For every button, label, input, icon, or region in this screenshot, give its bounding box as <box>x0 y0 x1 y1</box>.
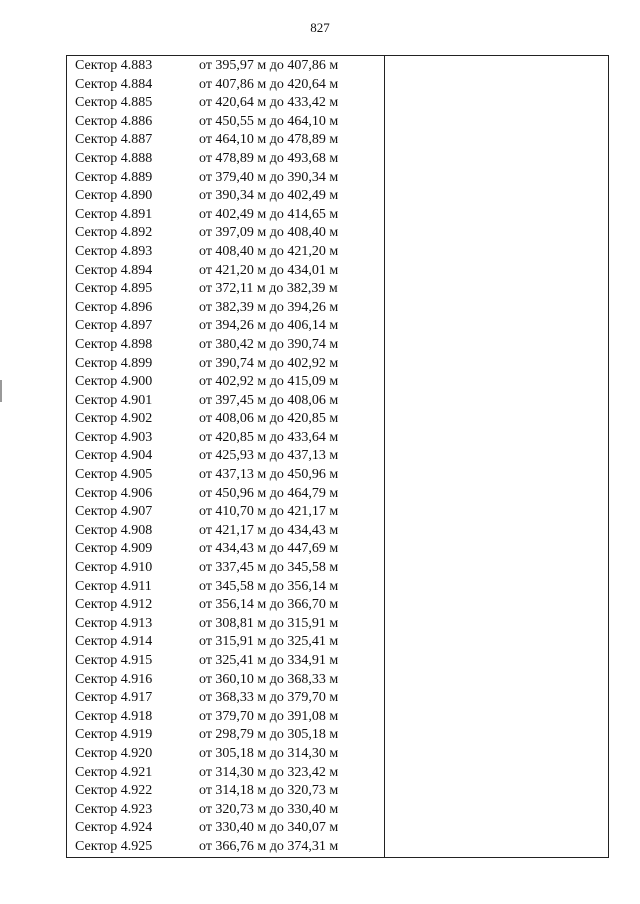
sector-range: от 420,64 м до 433,42 м <box>199 95 339 111</box>
sector-range: от 425,93 м до 437,13 м <box>199 448 339 464</box>
sector-range: от 308,81 м до 315,91 м <box>199 615 339 631</box>
table-row <box>75 317 338 336</box>
sector-range: от 402,92 м до 415,09 м <box>199 374 339 390</box>
sector-range: от 408,06 м до 420,85 м <box>199 411 339 427</box>
sector-range: от 437,13 м до 450,96 м <box>199 467 339 483</box>
sector-name: Сектор 4.913 <box>75 615 153 631</box>
scan-edge-mark <box>0 380 2 402</box>
sector-name: Сектор 4.905 <box>75 467 153 483</box>
sector-range: от 380,42 м до 390,74 м <box>199 336 339 352</box>
sector-name: Сектор 4.923 <box>75 801 153 817</box>
table-row <box>75 373 338 392</box>
sector-range: от 382,39 м до 394,26 м <box>199 299 339 315</box>
sector-range: от 450,55 м до 464,10 м <box>199 113 339 129</box>
sector-range: от 345,58 м до 356,14 м <box>199 578 339 594</box>
sector-name: Сектор 4.921 <box>75 764 153 780</box>
table-row <box>75 801 338 820</box>
sector-name: Сектор 4.885 <box>75 95 153 111</box>
table-row <box>75 540 338 559</box>
sector-range: от 315,91 м до 325,41 м <box>199 634 339 650</box>
sector-name: Сектор 4.884 <box>75 76 153 92</box>
table-row <box>75 280 338 299</box>
sector-name: Сектор 4.916 <box>75 671 153 687</box>
table-row <box>75 522 338 541</box>
sector-name: Сектор 4.892 <box>75 225 153 241</box>
table-row <box>75 745 338 764</box>
table-row <box>75 615 338 634</box>
sector-name: Сектор 4.924 <box>75 820 153 836</box>
table-row <box>75 392 338 411</box>
table-row <box>75 243 338 262</box>
table-row <box>75 596 338 615</box>
sector-name: Сектор 4.883 <box>75 58 153 73</box>
sector-name: Сектор 4.906 <box>75 485 153 501</box>
table-row <box>75 262 338 281</box>
sector-range: от 408,40 м до 421,20 м <box>199 243 339 259</box>
sector-name: Сектор 4.919 <box>75 727 153 743</box>
sector-range: от 298,79 м до 305,18 м <box>199 727 339 743</box>
sector-name: Сектор 4.902 <box>75 411 153 427</box>
table-row <box>75 206 338 225</box>
table-row <box>75 782 338 801</box>
sector-range: от 420,85 м до 433,64 м <box>199 429 339 445</box>
sector-range: от 356,14 м до 366,70 м <box>199 597 339 613</box>
table-row <box>75 94 338 113</box>
sector-name: Сектор 4.895 <box>75 281 153 297</box>
table-row <box>75 559 338 578</box>
table-row <box>75 633 338 652</box>
sector-range: от 421,20 м до 434,01 м <box>199 262 339 278</box>
sector-range: от 421,17 м до 434,43 м <box>199 522 339 538</box>
sector-range: от 390,74 м до 402,92 м <box>199 355 339 371</box>
sector-name: Сектор 4.897 <box>75 318 153 334</box>
sector-range: от 337,45 м до 345,58 м <box>199 560 339 576</box>
sector-range: от 314,18 м до 320,73 м <box>199 783 339 799</box>
sector-range: от 464,10 м до 478,89 м <box>199 132 339 148</box>
sector-range: от 407,86 м до 420,64 м <box>199 76 339 92</box>
table-row <box>75 578 338 597</box>
sector-name: Сектор 4.903 <box>75 429 153 445</box>
sector-name: Сектор 4.901 <box>75 392 153 408</box>
sector-name: Сектор 4.912 <box>75 597 153 613</box>
page-number: 827 <box>310 20 330 35</box>
sector-range: от 395,97 м до 407,86 м <box>199 58 339 73</box>
sector-rows <box>75 57 338 857</box>
sector-range: от 379,70 м до 391,08 м <box>199 708 339 724</box>
table-row <box>75 299 338 318</box>
sector-range: от 397,45 м до 408,06 м <box>199 392 339 408</box>
sector-name: Сектор 4.908 <box>75 522 153 538</box>
table-row <box>75 689 338 708</box>
sector-name: Сектор 4.891 <box>75 206 153 222</box>
sector-range: от 478,89 м до 493,68 м <box>199 150 339 166</box>
column-divider <box>384 56 385 857</box>
sector-range: от 330,40 м до 340,07 м <box>199 820 339 836</box>
table-row <box>75 150 338 169</box>
table-row <box>75 131 338 150</box>
table-row <box>75 355 338 374</box>
sector-name: Сектор 4.896 <box>75 299 153 315</box>
sector-name: Сектор 4.904 <box>75 448 153 464</box>
sector-range: от 368,33 м до 379,70 м <box>199 690 339 706</box>
sector-name: Сектор 4.922 <box>75 783 153 799</box>
sector-range: от 305,18 м до 314,30 м <box>199 745 339 761</box>
table-row <box>75 838 338 857</box>
sector-range: от 402,49 м до 414,65 м <box>199 206 339 222</box>
sector-range: от 360,10 м до 368,33 м <box>199 671 339 687</box>
sector-name: Сектор 4.886 <box>75 113 153 129</box>
sector-name: Сектор 4.907 <box>75 504 153 520</box>
sector-range: от 320,73 м до 330,40 м <box>199 801 339 817</box>
sector-name: Сектор 4.889 <box>75 169 153 185</box>
table-row <box>75 57 338 76</box>
table-row <box>75 485 338 504</box>
table-row <box>75 169 338 188</box>
table-row <box>75 708 338 727</box>
table-row <box>75 652 338 671</box>
table-row <box>75 466 338 485</box>
sector-name: Сектор 4.911 <box>75 578 152 594</box>
sector-range: от 390,34 м до 402,49 м <box>199 188 339 204</box>
sector-name: Сектор 4.893 <box>75 243 153 259</box>
sector-name: Сектор 4.914 <box>75 634 153 650</box>
sector-range: от 325,41 м до 334,91 м <box>199 653 339 668</box>
sector-name: Сектор 4.910 <box>75 560 153 576</box>
table-row <box>75 726 338 745</box>
sector-name: Сектор 4.920 <box>75 745 153 761</box>
sector-name: Сектор 4.890 <box>75 188 153 204</box>
sector-range: от 379,40 м до 390,34 м <box>199 169 339 185</box>
table-row <box>75 671 338 690</box>
sector-name: Сектор 4.918 <box>75 708 153 724</box>
sector-name: Сектор 4.899 <box>75 355 153 371</box>
sector-name: Сектор 4.917 <box>75 690 153 706</box>
table-row <box>75 76 338 95</box>
table-row <box>75 503 338 522</box>
sector-range: от 410,70 м до 421,17 м <box>199 504 339 520</box>
sector-name: Сектор 4.925 <box>75 838 153 854</box>
table-row <box>75 113 338 132</box>
sector-range: от 372,11 м до 382,39 м <box>199 281 338 297</box>
sector-name: Сектор 4.888 <box>75 150 153 166</box>
table-row <box>75 187 338 206</box>
table-row <box>75 447 338 466</box>
sector-name: Сектор 4.909 <box>75 541 153 557</box>
table-row <box>75 764 338 783</box>
table-row <box>75 410 338 429</box>
sector-range: от 394,26 м до 406,14 м <box>199 318 339 334</box>
sector-range: от 366,76 м до 374,31 м <box>199 838 339 854</box>
sector-name: Сектор 4.915 <box>75 653 153 668</box>
sector-name: Сектор 4.894 <box>75 262 153 278</box>
table-row <box>75 224 338 243</box>
sector-range: от 434,43 м до 447,69 м <box>199 541 339 557</box>
table-row <box>75 429 338 448</box>
sector-name: Сектор 4.900 <box>75 374 153 390</box>
table-row <box>75 819 338 838</box>
sector-table <box>66 55 609 858</box>
sector-name: Сектор 4.898 <box>75 336 153 352</box>
sector-range: от 450,96 м до 464,79 м <box>199 485 339 501</box>
sector-name: Сектор 4.887 <box>75 132 153 148</box>
sector-range: от 397,09 м до 408,40 м <box>199 225 339 241</box>
table-row <box>75 336 338 355</box>
sector-range: от 314,30 м до 323,42 м <box>199 764 339 780</box>
